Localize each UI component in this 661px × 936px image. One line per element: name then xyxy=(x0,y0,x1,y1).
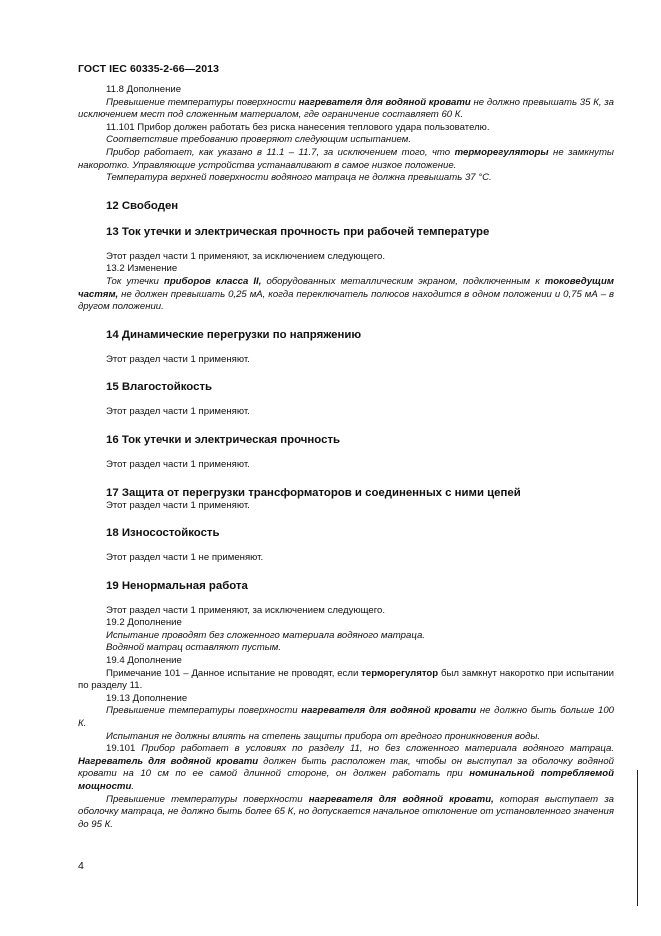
term-bold: номинальной потребляемой мощности xyxy=(78,768,614,792)
text-run: Этот раздел части 1 применяют. xyxy=(106,406,250,418)
term-bold: терморегуляторы xyxy=(454,146,549,158)
margin-line xyxy=(637,770,638,906)
document-body xyxy=(78,84,614,831)
section-18-text xyxy=(78,552,614,565)
term-bold: нагревателя для водяной кровати xyxy=(301,705,477,717)
clause-19-2-title xyxy=(78,617,614,630)
text-run-italic: Прибор работает в условиях по разделу 11, но без сложенного материала водяного матраца. xyxy=(141,743,614,755)
heading-text: 17 Защита от перегрузки трансформаторов и соединенных с ними цепей xyxy=(106,486,521,499)
section-13-heading xyxy=(78,225,614,239)
section-19-intro xyxy=(78,605,614,618)
text-run: не должно быть больше 100 К. xyxy=(78,705,614,730)
text-run: Превышение температуры поверхности xyxy=(106,96,299,108)
term-bold: токоведущим частям, xyxy=(78,275,614,300)
page-number: 4 xyxy=(78,860,84,872)
heading-text: 12 Свободен xyxy=(106,199,179,212)
text-run: 19.101 xyxy=(106,743,142,755)
section-15-text xyxy=(78,406,614,419)
text-run: Испытание проводят без сложенного материала водяного матраца. xyxy=(106,629,425,641)
section-18-heading xyxy=(78,526,614,540)
clause-19-101-limit xyxy=(78,794,614,832)
text-run: не должен превышать 0,25 мА, когда переключатель полюсов находится в одном положении и 0,75 мА – в другом положении. xyxy=(78,288,614,313)
test-procedure xyxy=(78,147,614,172)
text-run: Водяной матрац оставляют пустым. xyxy=(106,642,282,654)
text-run: Этот раздел части 1 применяют. xyxy=(106,458,250,470)
text-run: Этот раздел части 1 применяют, за исключением следующего. xyxy=(106,604,386,616)
section-12-heading xyxy=(78,199,614,213)
section-17-heading xyxy=(78,486,614,500)
heading-text: 15 Влагостойкость xyxy=(106,381,213,394)
section-17-text xyxy=(78,500,614,513)
text-run: Этот раздел части 1 не применяют. xyxy=(106,552,264,564)
text-run: Превышение температуры поверхности xyxy=(106,705,302,717)
clause-19-13-protection xyxy=(78,731,614,744)
clause-19-101 xyxy=(78,743,614,793)
text-run-italic: должен быть расположен так, чтобы он выступал за оболочку водяной кровати на 10 см по ее самой длинной стороне, он должен работать при xyxy=(78,755,614,780)
text-run: которая выступает за оболочку матраца, не должно быть более 65 К, но допускается начальное отклонение от установленного значения до 95 К. xyxy=(78,793,615,830)
section-16-heading xyxy=(78,433,614,447)
clause-19-4-title xyxy=(78,655,614,668)
section-15-heading xyxy=(78,380,614,394)
text-run: 19.13 Дополнение xyxy=(106,692,188,704)
compliance-note xyxy=(78,134,614,147)
text-run: 19.2 Дополнение xyxy=(106,617,182,629)
text-run: был замкнут накоротко при испытании по разделу 11. xyxy=(78,667,614,692)
heading-text: 14 Динамические перегрузки по напряжению xyxy=(106,328,362,341)
document-header: ГОСТ IEC 60335-2-66—2013 xyxy=(78,63,220,75)
text-run: Этот раздел части 1 применяют. xyxy=(106,353,250,365)
text-run-italic: . xyxy=(131,781,134,792)
text-run: не должно превышать 35 К, за исключением мест под сложенным материалом, где ограничение составляет 60 К. xyxy=(78,96,614,121)
clause-19-13-text xyxy=(78,705,614,730)
section-14-text xyxy=(78,354,614,367)
heading-text: 19 Ненормальная работа xyxy=(106,579,248,592)
heading-text: 13 Ток утечки и электрическая прочность при рабочей температуре xyxy=(106,225,490,238)
clause-11-101 xyxy=(78,122,614,135)
text-run: 11.8 Дополнение xyxy=(106,84,182,95)
term-bold: Нагреватель для водяной кровати xyxy=(78,755,259,767)
text-run: Соответствие требованию проверяют следующим испытанием. xyxy=(106,134,412,146)
clause-19-2-text-b xyxy=(78,642,614,655)
clause-13-2-text xyxy=(78,276,614,314)
section-14-heading xyxy=(78,328,614,342)
text-run: Прибор работает, как указано в 11.1 – 11.7, за исключением того, что xyxy=(106,146,455,158)
term-bold: терморегулятор xyxy=(361,667,439,679)
section-19-heading xyxy=(78,579,614,593)
text-run: Испытания не должны влиять на степень защиты прибора от вредного проникновения воды. xyxy=(106,730,541,742)
section-16-text xyxy=(78,459,614,472)
text-run: Этот раздел части 1 применяют. xyxy=(106,499,250,511)
text-run: не замкнуты накоротко. Управляющие устройства устанавливают в самое низкое положение. xyxy=(78,146,614,171)
text-run: оборудованных металлическим экраном, подключенным к xyxy=(261,275,545,287)
text-run: 11.101 Прибор должен работать без риска нанесения теплового удара пользователю. xyxy=(106,121,490,133)
clause-11-8-text xyxy=(78,97,614,122)
section-13-intro xyxy=(78,251,614,264)
clause-19-2-text-a xyxy=(78,630,614,643)
temperature-limit xyxy=(78,172,614,185)
clause-13-2-title xyxy=(78,263,614,276)
text-run: Превышение температуры поверхности xyxy=(106,793,309,805)
text-run: Температура верхней поверхности водяного матраца не должна превышать 37 °С. xyxy=(106,172,492,184)
heading-text: 16 Ток утечки и электрическая прочность xyxy=(106,433,341,446)
term-bold: нагревателя для водяной кровати, xyxy=(308,793,494,805)
text-run: Этот раздел части 1 применяют, за исключением следующего. xyxy=(106,250,386,262)
clause-11-8-title xyxy=(78,84,614,97)
term-bold: приборов класса II, xyxy=(163,275,262,287)
text-run: Примечание 101 – Данное испытание не проводят, если xyxy=(106,667,362,679)
clause-19-13-title xyxy=(78,693,614,706)
text-run: 13.2 Изменение xyxy=(106,263,178,275)
text-run: Ток утечки xyxy=(106,275,164,287)
term-bold: нагревателя для водяной кровати xyxy=(298,96,471,108)
note-101 xyxy=(78,668,614,693)
heading-text: 18 Износостойкость xyxy=(106,527,220,540)
text-run: 19.4 Дополнение xyxy=(106,655,182,667)
